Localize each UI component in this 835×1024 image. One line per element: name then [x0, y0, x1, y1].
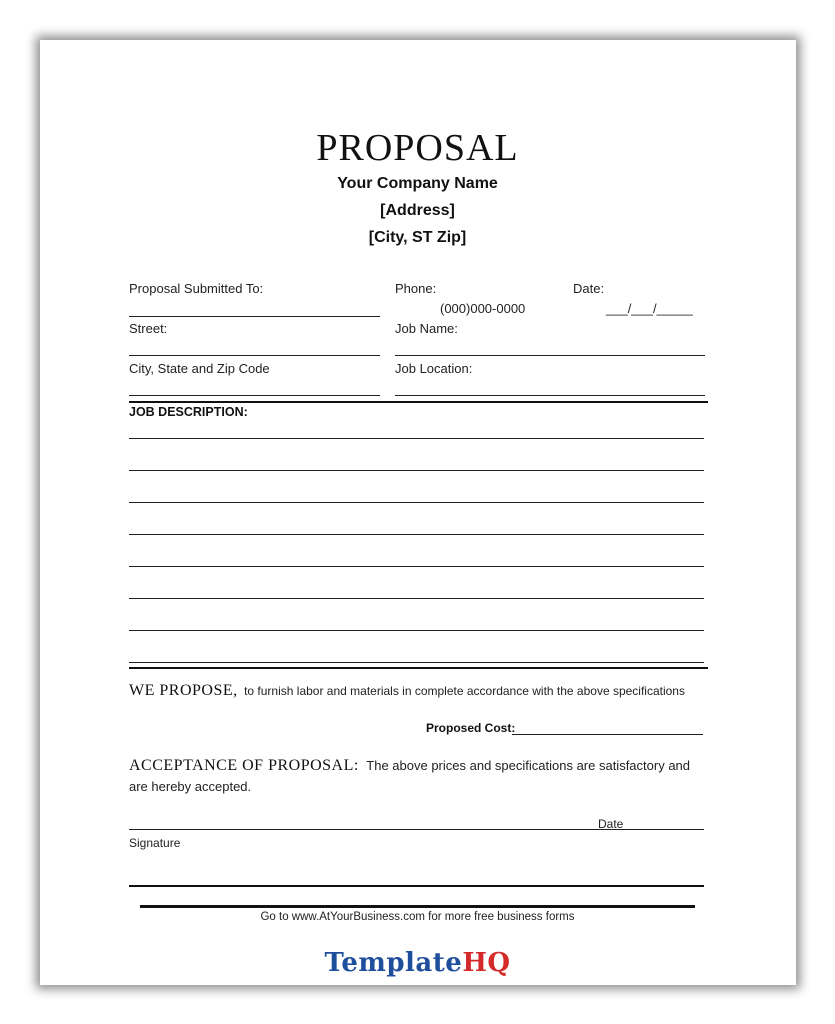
job-name-line[interactable] [395, 355, 705, 356]
section-divider-top [129, 401, 708, 403]
footer-divider [140, 905, 695, 908]
job-location-line[interactable] [395, 395, 705, 396]
job-description-line[interactable] [129, 662, 704, 663]
signature-label: Signature [129, 836, 181, 850]
acceptance-text-line1: The above prices and specifications are satisfactory and [366, 758, 691, 773]
submitted-to-label: Proposal Submitted To: [129, 281, 264, 296]
section-divider-bottom [129, 667, 708, 669]
job-description-label: JOB DESCRIPTION: [129, 405, 248, 419]
phone-value: (000)000-0000 [440, 301, 526, 316]
job-description-line[interactable] [129, 470, 704, 471]
phone-label: Phone: [395, 281, 437, 296]
company-city-state-zip: [City, ST Zip] [368, 229, 467, 246]
acceptance-text-line2: are hereby accepted. [129, 779, 252, 794]
job-location-label: Job Location: [395, 361, 473, 376]
job-description-line[interactable] [129, 598, 704, 599]
job-description-line[interactable] [129, 534, 704, 535]
city-state-zip-label: City, State and Zip Code [129, 361, 270, 376]
acceptance-statement [129, 757, 690, 775]
job-description-line[interactable] [129, 502, 704, 503]
street-label: Street: [129, 321, 168, 336]
proposed-cost-line[interactable] [512, 734, 703, 735]
job-description-line[interactable] [129, 438, 704, 439]
job-description-line[interactable] [129, 566, 704, 567]
date-label: Date: [573, 281, 605, 296]
acceptance-heading: ACCEPTANCE OF PROPOSAL: [129, 757, 359, 774]
date-blank: ___/___/_____ [606, 301, 693, 316]
submitted-to-line[interactable] [129, 316, 380, 317]
we-propose-statement [129, 682, 685, 700]
job-description-line[interactable] [129, 630, 704, 631]
company-name: Your Company Name [337, 175, 498, 192]
job-name-label: Job Name: [395, 321, 458, 336]
page-title: PROPOSAL [316, 127, 519, 169]
second-signature-line[interactable] [129, 885, 704, 887]
proposed-cost-label: Proposed Cost: [426, 721, 516, 735]
acceptance-date-label: Date [598, 817, 624, 831]
templatehq-logo [0, 948, 835, 978]
company-address: [Address] [380, 202, 455, 219]
we-propose-text: to furnish labor and materials in complete accordance with the above specifications [244, 684, 685, 698]
city-state-zip-line[interactable] [129, 395, 380, 396]
logo-part-template: Template [324, 948, 463, 978]
logo-part-hq: HQ [462, 948, 511, 978]
we-propose-caps: WE PROPOSE, [129, 682, 238, 699]
footer-note: Go to www.AtYourBusiness.com for more free business forms [260, 911, 575, 923]
street-line[interactable] [129, 355, 380, 356]
